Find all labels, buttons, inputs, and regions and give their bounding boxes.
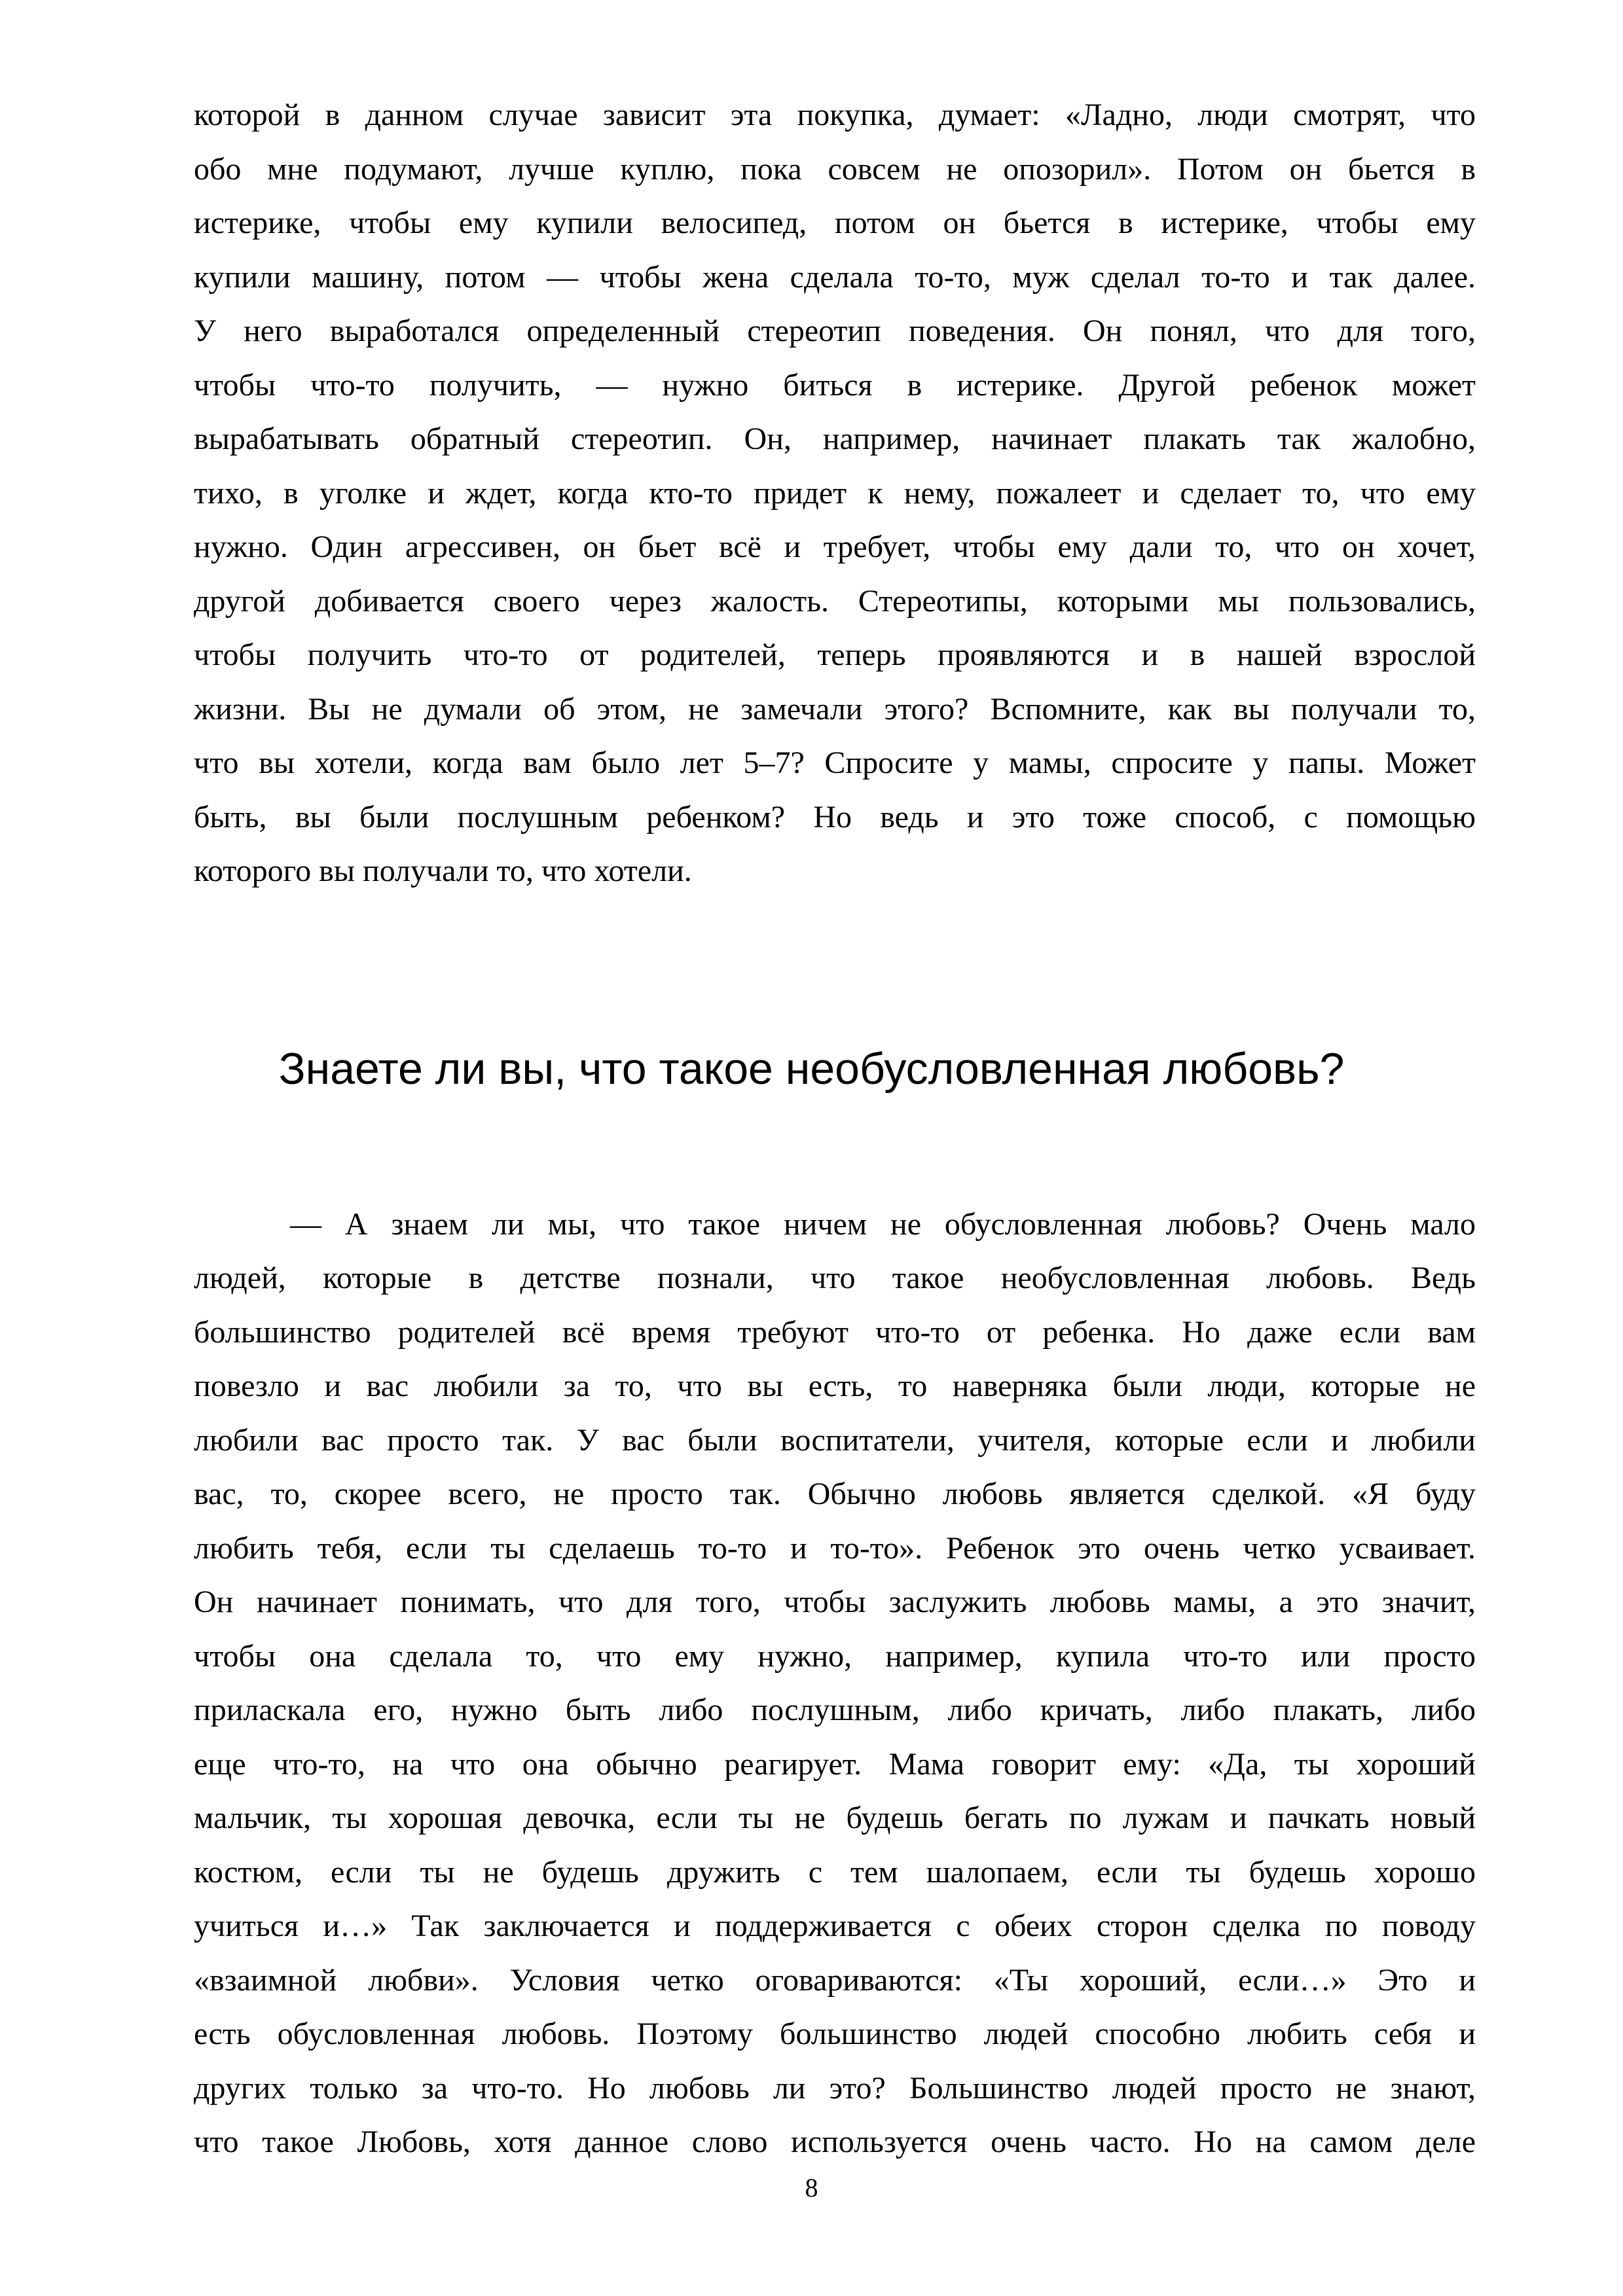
text-line: повезло и вас любили за то, что вы есть, то наверняка были люди, которые не — [194, 1369, 1476, 1403]
text-line: большинство родителей всё время требуют что-то от ребенка. Но даже если вам — [194, 1315, 1476, 1350]
page-number: 8 — [805, 2173, 818, 2202]
text-line: которой в данном случае зависит эта покупка, думает: «Ладно, люди смотрят, что — [194, 98, 1476, 132]
text-line: нужно. Один агрессивен, он бьет всё и требует, чтобы ему дали то, что он хочет, — [194, 529, 1476, 564]
text-line: тихо, в уголке и ждет, когда кто-то придет к нему, пожалеет и сделает то, что ему — [194, 476, 1476, 511]
text-line: У него выработался определенный стереотип поведения. Он понял, что для того, — [194, 314, 1476, 348]
section-heading: Знаете ли вы, что такое необусловленная любовь? — [278, 1044, 1345, 1094]
text-line: «взаимной любви». Условия четко оговариваются: «Ты хороший, если…» Это и — [194, 1963, 1476, 1998]
text-line: любили вас просто так. У вас были воспитатели, учителя, которые если и любили — [194, 1423, 1476, 1458]
text-line: приласкала его, нужно быть либо послушным, либо кричать, либо плакать, либо — [194, 1693, 1476, 1727]
text-line: есть обусловленная любовь. Поэтому большинство людей способно любить себя и — [194, 2017, 1476, 2051]
text-line: быть, вы были послушным ребенком? Но ведь и это тоже способ, с помощью — [194, 800, 1476, 834]
text-line: купили машину, потом — чтобы жена сделала то-то, муж сделал то-то и так далее. — [194, 260, 1476, 295]
text-line: учиться и…» Так заключается и поддерживается с обеих сторон сделка по поводу — [194, 1909, 1476, 1943]
text-line: чтобы получить что-то от родителей, теперь проявляются и в нашей взрослой — [194, 637, 1476, 672]
text-line: чтобы что-то получить, — нужно биться в истерике. Другой ребенок может — [194, 368, 1476, 403]
text-line: любить тебя, если ты сделаешь то-то и то-то». Ребенок это очень четко усваивает. — [194, 1531, 1476, 1566]
text-line: — А знаем ли мы, что такое ничем не обусловленная любовь? Очень мало — [290, 1207, 1476, 1242]
text-line: других только за что-то. Но любовь ли это? Большинство людей просто не знают, — [194, 2071, 1476, 2106]
text-line: чтобы она сделала то, что ему нужно, например, купила что-то или просто — [194, 1639, 1476, 1674]
text-line: которого вы получали то, что хотели. — [194, 853, 692, 888]
text-line: людей, которые в детстве познали, что такое необусловленная любовь. Ведь — [194, 1261, 1476, 1295]
text-line: другой добивается своего через жалость. Стереотипы, которыми мы пользовались, — [194, 584, 1476, 619]
text-line: Он начинает понимать, что для того, чтобы заслужить любовь мамы, а это значит, — [194, 1585, 1476, 1619]
text-line: вас, то, скорее всего, не просто так. Обычно любовь является сделкой. «Я буду — [194, 1477, 1476, 1511]
text-line: что такое Любовь, хотя данное слово используется очень часто. Но на самом деле — [194, 2125, 1476, 2159]
text-line: еще что-то, на что она обычно реагирует. Мама говорит ему: «Да, ты хороший — [194, 1747, 1476, 1782]
text-line: что вы хотели, когда вам было лет 5–7? Спросите у мамы, спросите у папы. Может — [194, 745, 1476, 780]
text-line: костюм, если ты не будешь дружить с тем шалопаем, если ты будешь хорошо — [194, 1855, 1476, 1890]
text-line: жизни. Вы не думали об этом, не замечали этого? Вспомните, как вы получали то, — [194, 692, 1476, 726]
text-line: обо мне подумают, лучше куплю, пока совсем не опозорил». Потом он бьется в — [194, 152, 1476, 187]
text-line: вырабатывать обратный стереотип. Он, например, начинает плакать так жалобно, — [194, 422, 1476, 456]
text-line: мальчик, ты хорошая девочка, если ты не будешь бегать по лужам и пачкать новый — [194, 1801, 1476, 1835]
text-line: истерике, чтобы ему купили велосипед, потом он бьется в истерике, чтобы ему — [194, 206, 1476, 240]
